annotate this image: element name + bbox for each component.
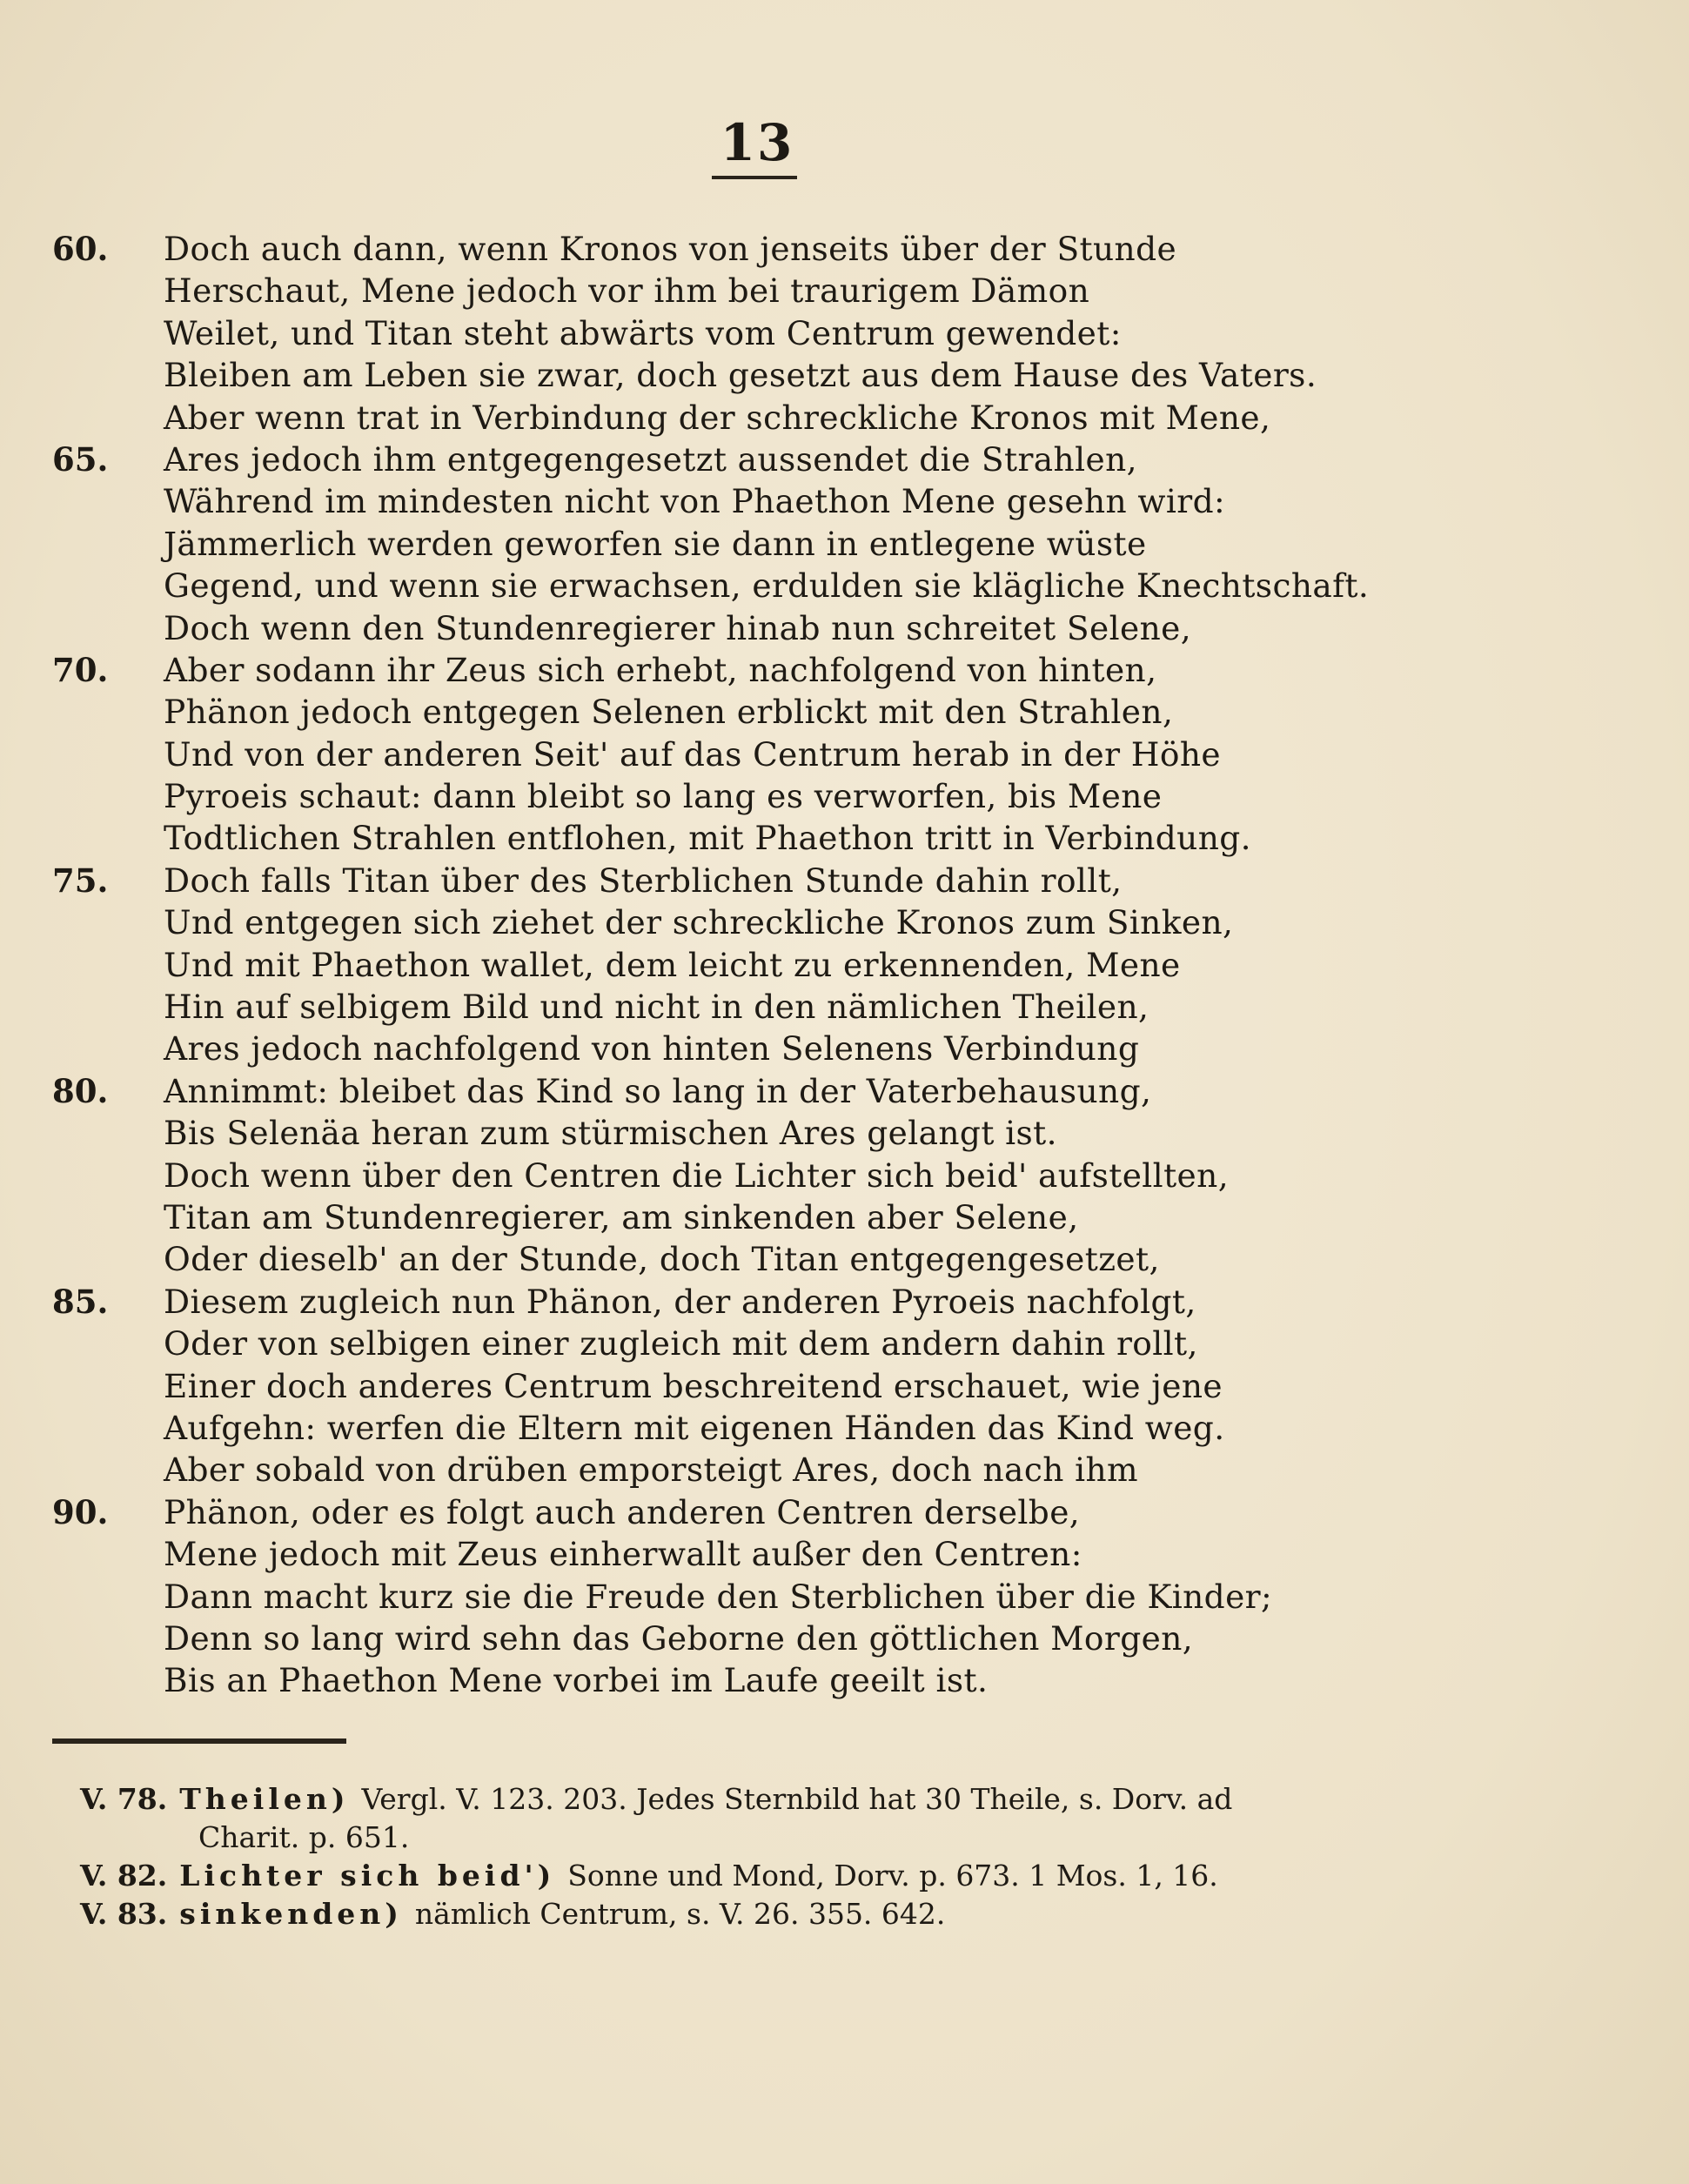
line-number: 85.	[52, 1282, 109, 1321]
line-text: Titan am Stundenregierer, am sinkenden aber Selene,	[164, 1197, 1079, 1236]
line-text: Während im mindesten nicht von Phaethon Mene gesehn wird:	[164, 482, 1226, 521]
line-text: Oder von selbigen einer zugleich mit dem andern dahin rollt,	[164, 1324, 1198, 1363]
line-text: Bis Selenäa heran zum stürmischen Ares gelangt ist.	[164, 1114, 1057, 1153]
poem-line	[52, 649, 1297, 691]
line-text: Herschaut, Mene jedoch vor ihm bei traurigem Dämon	[164, 271, 1090, 311]
line-number: 65.	[52, 439, 109, 479]
footnote-text: Vergl. V. 123. 203. Jedes Sternbild hat 30 Theile, s. Dorv. ad	[361, 1782, 1233, 1816]
line-text: Doch auch dann, wenn Kronos von jenseits über der Stunde	[164, 230, 1177, 268]
footnote-lemma: sinkenden)	[179, 1897, 403, 1931]
line-text: Ares jedoch nachfolgend von hinten Selenens Verbindung	[164, 1029, 1140, 1069]
line-text: Und entgegen sich ziehet der schreckliche Kronos zum Sinken,	[164, 903, 1234, 942]
poem-line	[52, 901, 1297, 943]
footnote-rule	[52, 1738, 346, 1744]
footnote-text: Sonne und Mond, Dorv. p. 673. 1 Mos. 1, 16.	[567, 1859, 1218, 1893]
poem-line	[52, 523, 1297, 565]
line-text: Dann macht kurz sie die Freude den Sterblichen über die Kinder;	[164, 1577, 1273, 1616]
poem-line	[52, 1028, 1297, 1069]
line-number: 70.	[52, 650, 109, 689]
footnote-text: nämlich Centrum, s. V. 26. 355. 642.	[414, 1897, 946, 1931]
line-number: 90.	[52, 1492, 109, 1531]
poem-line	[52, 817, 1297, 859]
line-number: 75.	[52, 861, 109, 900]
footnote-lemma: Theilen)	[179, 1782, 350, 1816]
poem-line	[52, 1365, 1297, 1407]
line-text: Jämmerlich werden geworfen sie dann in entlegene wüste	[164, 524, 1147, 563]
line-text: Diesem zugleich nun Phänon, der anderen Pyroeis nachfolgt,	[164, 1282, 1196, 1321]
poem-line	[52, 439, 1297, 480]
footnotes	[80, 1780, 1490, 1933]
poem-line	[52, 1196, 1297, 1238]
line-text: Aber sodann ihr Zeus sich erhebt, nachfolgend von hinten,	[164, 650, 1157, 689]
line-text: Denn so lang wird sehn das Geborne den göttlichen Morgen,	[164, 1618, 1194, 1658]
line-text: Aufgehn: werfen die Eltern mit eigenen Händen das Kind weg.	[164, 1408, 1225, 1447]
poem-line	[52, 860, 1297, 901]
line-number: 80.	[52, 1071, 109, 1110]
line-text: Annimmt: bleibet das Kind so lang in der Vaterbehausung,	[164, 1071, 1152, 1110]
poem-line	[52, 312, 1297, 354]
poem-line	[52, 1070, 1297, 1112]
page-number: 13	[720, 113, 794, 172]
poem-line	[52, 775, 1297, 817]
line-text: Bis an Phaethon Mene vorbei im Laufe geeilt ist.	[164, 1661, 989, 1700]
poem-text	[52, 228, 1370, 1702]
poem-line	[52, 1449, 1297, 1491]
poem-line	[52, 270, 1297, 312]
poem-line	[52, 1618, 1297, 1659]
line-text: Phänon jedoch entgegen Selenen erblickt mit den Strahlen,	[164, 693, 1174, 732]
poem-line	[52, 1491, 1297, 1533]
footnote	[80, 1895, 1490, 1933]
line-text: Oder dieselb' an der Stunde, doch Titan entgegengesetzet,	[164, 1240, 1160, 1279]
line-text: Weilet, und Titan steht abwärts vom Centrum gewendet:	[164, 313, 1122, 352]
poem-line	[52, 1155, 1297, 1196]
footnote-ref: V. 78.	[80, 1782, 168, 1816]
poem-line	[52, 480, 1297, 522]
poem-line	[52, 565, 1370, 606]
line-text: Bleiben am Leben sie zwar, doch gesetzt aus dem Hause des Vaters.	[164, 356, 1317, 395]
line-text: Phänon, oder es folgt auch anderen Centren derselbe,	[164, 1492, 1081, 1531]
line-text: Mene jedoch mit Zeus einherwallt außer den Centren:	[164, 1535, 1082, 1574]
header-rule	[712, 176, 797, 179]
poem-line	[52, 1112, 1297, 1154]
line-text: Einer doch anderes Centrum beschreitend erschauet, wie jene	[164, 1366, 1223, 1405]
poem-line	[52, 354, 1317, 396]
poem-line	[52, 1533, 1297, 1575]
line-text: Und von der anderen Seit' auf das Centrum herab in der Höhe	[164, 734, 1222, 774]
poem-line	[52, 1238, 1297, 1280]
poem-line	[52, 397, 1297, 439]
poem-line	[52, 1323, 1297, 1364]
footnote-continuation: Charit. p. 651.	[198, 1820, 410, 1854]
poem-line	[52, 734, 1297, 775]
line-text: Aber sobald von drüben emporsteigt Ares, doch nach ihm	[164, 1450, 1138, 1490]
line-text: Gegend, und wenn sie erwachsen, erdulden sie klägliche Knechtschaft.	[164, 566, 1370, 606]
line-number: 60.	[52, 230, 109, 268]
poem-line	[52, 1659, 1297, 1701]
poem-line	[52, 607, 1297, 649]
poem-line	[52, 1281, 1297, 1323]
line-text: Todtlichen Strahlen entflohen, mit Phaethon tritt in Verbindung.	[164, 819, 1252, 858]
line-text: Doch falls Titan über des Sterblichen Stunde dahin rollt,	[164, 861, 1123, 900]
footnote	[80, 1780, 1490, 1857]
line-text: Ares jedoch ihm entgegengesetzt aussendet die Strahlen,	[164, 439, 1137, 479]
line-text: Aber wenn trat in Verbindung der schreckliche Kronos mit Mene,	[164, 398, 1271, 437]
poem-line	[52, 1576, 1297, 1618]
poem-line	[52, 691, 1297, 733]
poem-line	[52, 228, 1297, 270]
line-text: Doch wenn über den Centren die Lichter sich beid' aufstellten,	[164, 1156, 1230, 1195]
poem-line	[52, 1407, 1297, 1449]
line-text: Und mit Phaethon wallet, dem leicht zu erkennenden, Mene	[164, 945, 1181, 984]
line-text: Hin auf selbigem Bild und nicht in den nämlichen Theilen,	[164, 988, 1149, 1027]
footnote	[80, 1857, 1490, 1895]
line-text: Pyroeis schaut: dann bleibt so lang es verworfen, bis Mene	[164, 777, 1163, 816]
footnote-ref: V. 83.	[80, 1897, 168, 1931]
footnote-lemma: Lichter sich beid')	[179, 1859, 556, 1893]
poem-line	[52, 944, 1297, 986]
line-text: Doch wenn den Stundenregierer hinab nun schreitet Selene,	[164, 608, 1192, 647]
poem-line	[52, 986, 1297, 1028]
footnote-ref: V. 82.	[80, 1859, 168, 1893]
